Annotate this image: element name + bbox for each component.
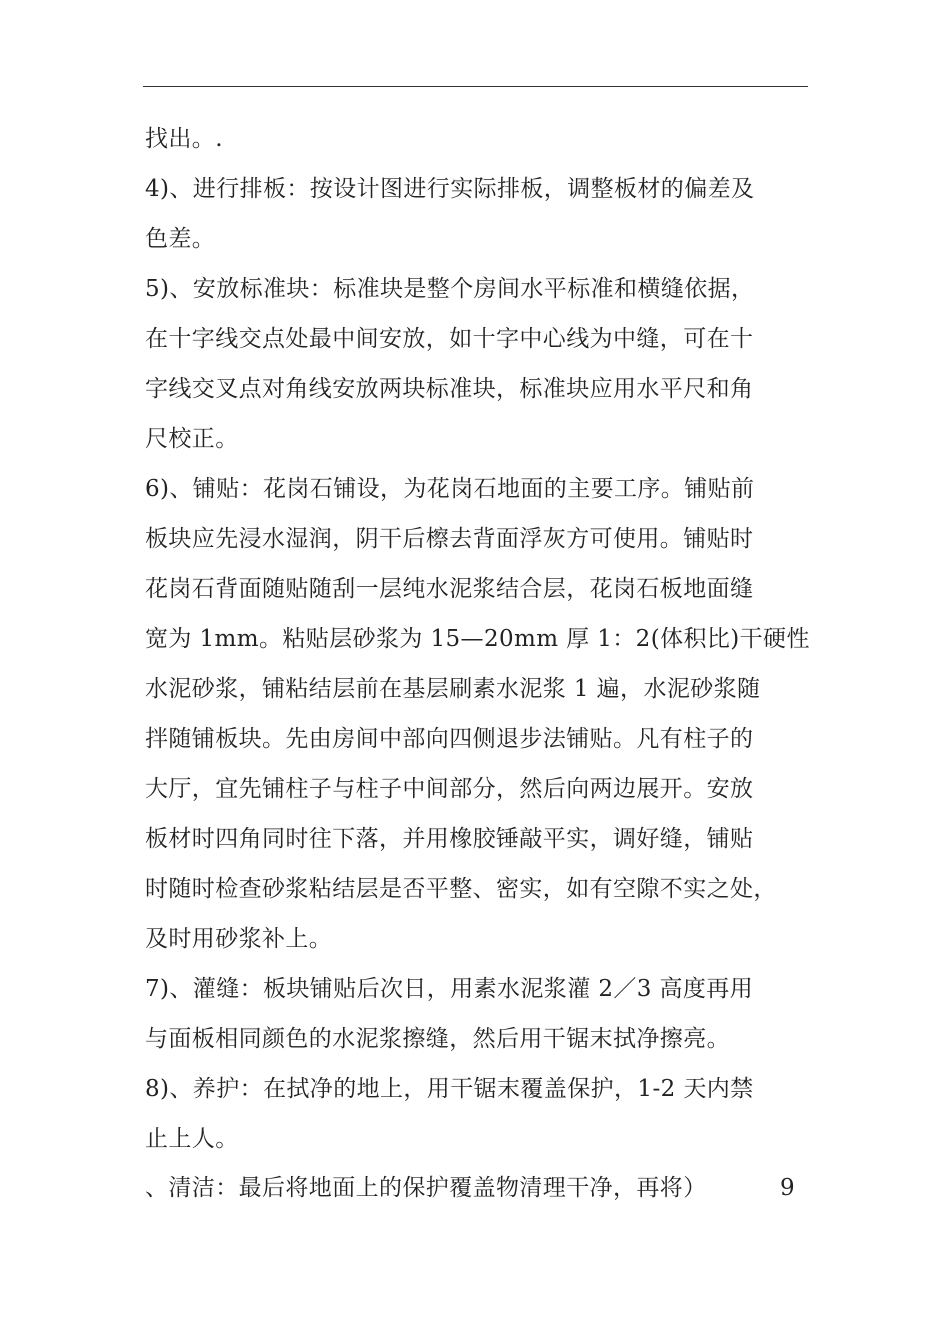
text-line: 色差。 [145,226,216,252]
text-line: 宽为 1mm。粘贴层砂浆为 15—20mm 厚 1：2(体积比)干硬性 [145,626,810,652]
text-line: 拌随铺板块。先由房间中部向四侧退步法铺贴。凡有柱子的 [145,726,754,752]
last-text-line: 、清洁：最后将地面上的保护覆盖物清理干净，再将） [145,1175,707,1201]
text-line: 5)、安放标准块：标准块是整个房间水平标准和横缝依据， [145,276,755,302]
text-line: 8)、养护：在拭净的地上，用干锯末覆盖保护，1-2 天内禁 [145,1076,754,1102]
text-line: 4)、进行排板：按设计图进行实际排板，调整板材的偏差及 [145,176,755,202]
header-divider [143,86,808,87]
text-line: 在十字线交点处最中间安放，如十字中心线为中缝，可在十 [145,326,754,352]
text-line: 时随时检查砂浆粘结层是否平整、密实，如有空隙不实之处， [145,876,777,902]
text-line: 板材时四角同时往下落，并用橡胶锤敲平实，调好缝，铺贴 [145,826,754,852]
text-line: 大厅，宜先铺柱子与柱子中间部分，然后向两边展开。安放 [145,776,754,802]
text-line: 花岗石背面随贴随刮一层纯水泥浆结合层，花岗石板地面缝 [145,576,754,602]
text-line: 止上人。 [145,1126,239,1152]
text-line: 水泥砂浆，铺粘结层前在基层刷素水泥浆 1 遍，水泥砂浆随 [145,676,761,702]
text-line: 尺校正。 [145,426,239,452]
page-number: 9 [780,1175,795,1201]
text-line: 及时用砂浆补上。 [145,926,333,952]
text-line: 7)、灌缝：板块铺贴后次日，用素水泥浆灌 2／3 高度再用 [145,976,754,1002]
text-line: 与面板相同颜色的水泥浆擦缝，然后用干锯末拭净擦亮。 [145,1026,730,1052]
text-line: 6)、铺贴：花岗石铺设，为花岗石地面的主要工序。铺贴前 [145,476,755,502]
text-line: 字线交叉点对角线安放两块标准块，标准块应用水平尺和角 [145,376,754,402]
text-line: 找出。. [145,126,223,152]
text-line: 板块应先浸水湿润，阴干后檫去背面浮灰方可使用。铺贴时 [145,526,754,552]
